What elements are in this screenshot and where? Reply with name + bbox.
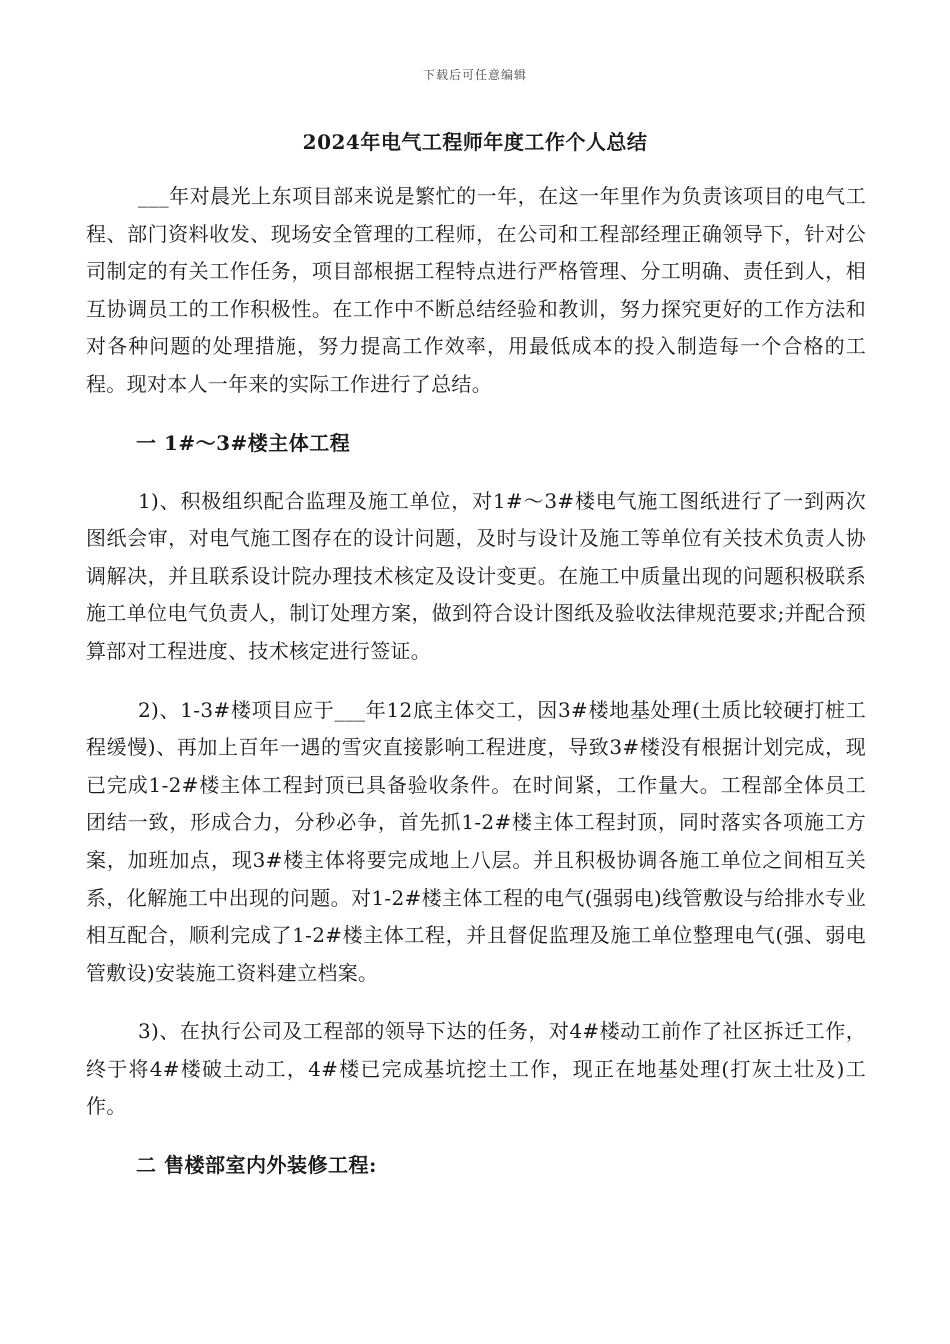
- document-title: 2024年电气工程师年度工作个人总结: [302, 130, 648, 154]
- intro-paragraph: ___年对晨光上东项目部来说是繁忙的一年，在这一年里作为负责该项目的电气工程、部门资料收发、现场安全管理的工程师，在公司和工程部经理正确领导下，针对公司制定的有关工作任务，项目部根据工程特点进行严格管理、分工明确、责任到人，相互协调员工的工作积极性。在工作中不断总结经验和教训，努力探究更好的工作方法和对各种问题的处理措施，努力提高工作效率，用最低成本的投入制造每一个合格的工程。现对本人一年来的实际工作进行了总结。: [86, 184, 866, 396]
- section-heading-1: 一 1#～3#楼主体工程: [136, 430, 351, 455]
- document-body: [86, 178, 866, 1205]
- section1-item-1: 1)、积极组织配合监理及施工单位，对1#～3#楼电气施工图纸进行了一到两次图纸会审，对电气施工图存在的设计问题，及时与设计及施工等单位有关技术负责人协调解决，并且联系设计院办理技术核定及设计变更。在施工中质量出现的问题积极联系施工单位电气负责人，制订处理方案，做到符合设计图纸及验收法律规范要求;并配合预算部对工程进度、技术核定进行签证。: [86, 488, 866, 663]
- section1-item-3: 3)、在执行公司及工程部的领导下达的任务，对4#楼动工前作了社区拆迁工作，终于将4#楼破土动工，4#楼已完成基坑挖土工作，现正在地基处理(打灰土壮及)工作。: [86, 1019, 866, 1119]
- section-heading-2: 二 售楼部室内外装修工程:: [136, 1153, 377, 1178]
- section1-item-2: 2)、1-3#楼项目应于___年12底主体交工，因3#楼地基处理(土质比较硬打桩工程缓慢)、再加上百年一遇的雪灾直接影响工程进度，导致3#楼没有根据计划完成，现已完成1-2#楼主体工程封顶已具备验收条件。在时间紧，工作量大。工程部全体员工团结一致，形成合力，分秒必争，首先抓1-2#楼主体工程封顶，同时落实各项施工方案，加班加点，现3#楼主体将要完成地上八层。并且积极协调各施工单位之间相互关系，化解施工中出现的问题。对1-2#楼主体工程的电气(强弱电)线管敷设与给排水专业相互配合，顺利完成了1-2#楼主体工程，并且督促监理及施工单位整理电气(强、弱电管敷设)安装施工资料建立档案。: [86, 697, 866, 985]
- header-note: 下载后可任意编辑: [422, 68, 527, 82]
